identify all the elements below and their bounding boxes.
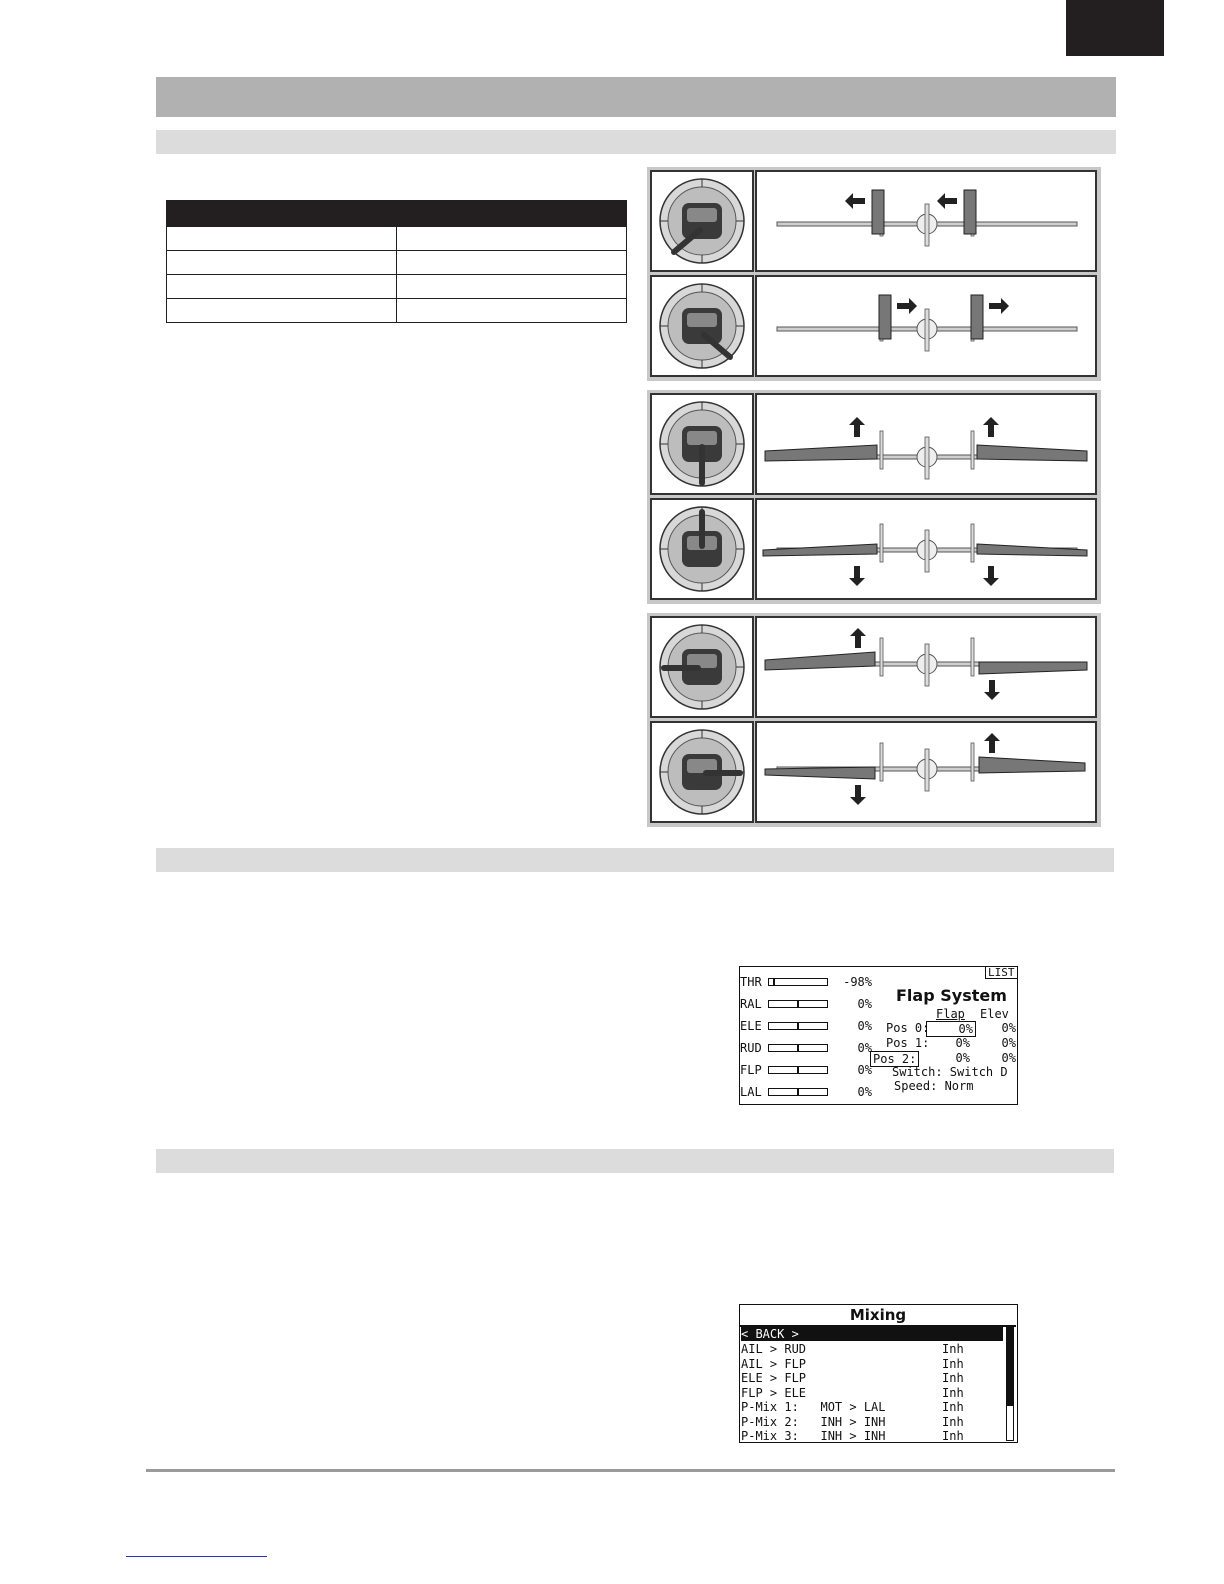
stick-left-diagram bbox=[650, 170, 754, 272]
language-tab bbox=[1066, 0, 1164, 56]
channel-name: ELE bbox=[740, 1019, 762, 1033]
column-header-elev: Elev bbox=[980, 1007, 1009, 1021]
speed-setting[interactable]: Speed: Norm bbox=[894, 1079, 974, 1093]
mix-state[interactable]: Inh bbox=[942, 1400, 964, 1414]
section-title-bar bbox=[156, 77, 1116, 117]
elev-value[interactable]: 0% bbox=[1001, 1021, 1016, 1035]
mix-name[interactable]: P-Mix 2: INH > INH bbox=[741, 1414, 886, 1429]
channel-name: RUD bbox=[740, 1041, 762, 1055]
mixing-screen bbox=[739, 1304, 1018, 1443]
mix-state[interactable]: Inh bbox=[942, 1414, 964, 1429]
elevator-up-diagram bbox=[755, 393, 1097, 495]
mix-state[interactable]: Inh bbox=[942, 1356, 964, 1371]
channel-name: FLP bbox=[740, 1063, 762, 1077]
channel-bar bbox=[768, 1022, 828, 1030]
elev-value[interactable]: 0% bbox=[1001, 1036, 1016, 1050]
flap-value[interactable]: 0% bbox=[955, 1036, 970, 1050]
list-button[interactable]: LIST bbox=[985, 966, 1018, 979]
table-header-row bbox=[167, 201, 627, 227]
position-label[interactable]: Pos 2: bbox=[870, 1051, 919, 1067]
position-label[interactable]: Pos 0: bbox=[886, 1021, 930, 1035]
rudder-panel-group bbox=[647, 167, 1101, 381]
channel-value: 0% bbox=[857, 1019, 872, 1033]
channel-bar bbox=[768, 1000, 828, 1008]
channel-bar bbox=[768, 1066, 828, 1074]
elevator-down-diagram bbox=[755, 498, 1097, 600]
table-row bbox=[167, 251, 627, 275]
aileron-left-diagram bbox=[755, 616, 1097, 718]
channel-value: 0% bbox=[857, 1085, 872, 1099]
channel-bar bbox=[768, 1044, 828, 1052]
position-label[interactable]: Pos 1: bbox=[886, 1036, 930, 1050]
scrollbar[interactable] bbox=[1006, 1327, 1014, 1441]
flap-value[interactable]: 0% bbox=[926, 1021, 976, 1037]
channel-name: RAL bbox=[740, 997, 762, 1011]
column-header-flap: Flap bbox=[936, 1007, 965, 1021]
aileron-right-diagram bbox=[755, 721, 1097, 823]
channel-value: 0% bbox=[857, 997, 872, 1011]
channel-value: 0% bbox=[857, 1063, 872, 1077]
mix-name[interactable]: P-Mix 1: MOT > LAL bbox=[741, 1400, 886, 1414]
reversing-table bbox=[166, 200, 627, 323]
channel-bar bbox=[768, 978, 828, 986]
subsection-bar-1 bbox=[156, 130, 1116, 154]
footer-link-underline[interactable] bbox=[126, 1556, 267, 1557]
table-row bbox=[167, 299, 627, 323]
stick-down-diagram bbox=[650, 393, 754, 495]
channel-name: THR bbox=[740, 975, 762, 989]
mix-name[interactable]: ELE > FLP bbox=[741, 1371, 807, 1385]
table-row bbox=[167, 275, 627, 299]
mix-state[interactable]: Inh bbox=[942, 1371, 964, 1385]
mix-state[interactable]: Inh bbox=[942, 1429, 964, 1443]
channel-value: 0% bbox=[857, 1041, 872, 1055]
table-row bbox=[167, 227, 627, 251]
elev-value[interactable]: 0% bbox=[1001, 1051, 1016, 1065]
mix-state[interactable]: Inh bbox=[942, 1342, 964, 1356]
subsection-bar-2 bbox=[156, 848, 1114, 872]
mix-name[interactable]: AIL > RUD bbox=[741, 1342, 807, 1356]
screen-title: Flap System bbox=[896, 986, 1007, 1005]
stick-right-aileron-diagram bbox=[650, 721, 754, 823]
mix-state[interactable]: Inh bbox=[942, 1385, 964, 1400]
stick-left-aileron-diagram bbox=[650, 616, 754, 718]
stick-right-diagram bbox=[650, 275, 754, 377]
footer-rule bbox=[146, 1469, 1115, 1472]
channel-bar bbox=[768, 1088, 828, 1096]
switch-setting[interactable]: Switch: Switch D bbox=[892, 1065, 1008, 1079]
aileron-panel-group bbox=[647, 613, 1101, 827]
rudder-right-diagram bbox=[755, 275, 1097, 377]
flap-system-screen bbox=[739, 966, 1018, 1105]
back-menu-item[interactable]: < BACK > bbox=[741, 1327, 1003, 1341]
mix-name[interactable]: AIL > FLP bbox=[741, 1356, 807, 1371]
rudder-left-diagram bbox=[755, 170, 1097, 272]
elevator-panel-group bbox=[647, 390, 1101, 604]
channel-name: LAL bbox=[740, 1085, 762, 1099]
scrollbar-thumb[interactable] bbox=[1007, 1328, 1013, 1406]
subsection-bar-3 bbox=[156, 1149, 1114, 1173]
channel-value: -98% bbox=[843, 975, 872, 989]
stick-up-diagram bbox=[650, 498, 754, 600]
mix-name[interactable]: FLP > ELE bbox=[741, 1385, 807, 1400]
mix-name[interactable]: P-Mix 3: INH > INH bbox=[741, 1429, 886, 1443]
screen-title: Mixing bbox=[849, 1306, 907, 1324]
flap-value[interactable]: 0% bbox=[955, 1051, 970, 1065]
